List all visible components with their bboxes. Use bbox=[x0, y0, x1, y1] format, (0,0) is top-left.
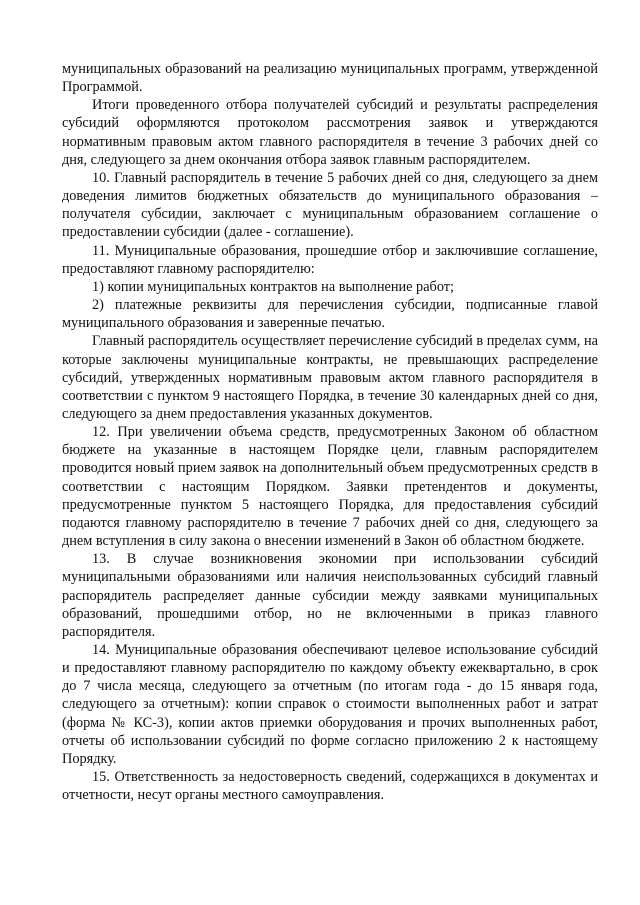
paragraph-continuation: муниципальных образований на реализацию муниципальных программ, утвержденной Программой. bbox=[62, 61, 598, 96]
paragraph-item-11-sub-2: 2) платежные реквизиты для перечисления субсидии, подписанные главой муниципального образования и заверенные печатью. bbox=[62, 297, 598, 332]
paragraph-item-11: 11. Муниципальные образования, прошедшие отбор и заключившие соглашение, предоставляют главному распорядителю: bbox=[62, 242, 598, 277]
paragraph-transfer-subsidies: Главный распорядитель осуществляет перечисление субсидий в пределах сумм, на которые заключены муниципальные контракты, не превышающих распределение субсидий, утвержденных нормативным правовым актом главного распорядителя в соответствии с пунктом 9 настоящего Порядка, в течение 30 календарных дней со дня, следующего за днем предоставления указанных документов. bbox=[62, 333, 598, 422]
paragraph-selection-results: Итоги проведенного отбора получателей субсидий и результаты распределения субсидий оформляются протоколом рассмотрения заявок и утверждаются нормативным правовым актом главного распорядителя в течение 3 рабочих дней со дня, следующего за днем окончания отбора заявок главным распорядителем. bbox=[62, 97, 598, 168]
paragraph-item-12: 12. При увеличении объема средств, предусмотренных Законом об областном бюджете на указанные в настоящем Порядке цели, главным распорядителем проводится новый прием заявок на дополнительный объем предусмотренных средств в соответствии с настоящим Порядком. Заявки претендентов и документы, предусмотренные пунктом 5 настоящего Порядка, для предоставления субсидий подаются главному распорядителю в течение 7 рабочих дней со дня, следующего за днем вступления в силу закона о внесении изменений в Закон об областном бюджете. bbox=[62, 424, 598, 550]
paragraph-item-11-sub-1: 1) копии муниципальных контрактов на выполнение работ; bbox=[92, 278, 455, 295]
paragraph-item-14: 14. Муниципальные образования обеспечивают целевое использование субсидий и предоставляют главному распорядителю по каждому объекту ежеквартально, в срок до 7 числа месяца, следующего за отчетным (по итогам года - до 15 января года, следующего за отчетным): копии справок о стоимости выполненных работ и затрат (форма № КС-3), копии актов приемки оборудования и прочих выполненных работ, отчеты об использовании субсидий по форме согласно приложению 2 к настоящему Порядку. bbox=[62, 642, 598, 767]
paragraph-item-13: 13. В случае возникновения экономии при использовании субсидий муниципальными образованиями или наличия неиспользованных субсидий главный распорядитель распределяет данные субсидии между заявками муниципальных образований, прошедшими отбор, но не включенными в приказ главного распорядителя. bbox=[62, 551, 598, 640]
paragraph-item-10: 10. Главный распорядитель в течение 5 рабочих дней со дня, следующего за днем доведения лимитов бюджетных обязательств до муниципального образования – получателя субсидии, заключает с муниципальным образованием соглашение о предоставлении субсидии (далее - соглашение). bbox=[62, 169, 598, 241]
paragraph-item-15: 15. Ответственность за недостоверность сведений, содержащихся в документах и отчетности, несут органы местного самоуправления. bbox=[62, 769, 598, 804]
